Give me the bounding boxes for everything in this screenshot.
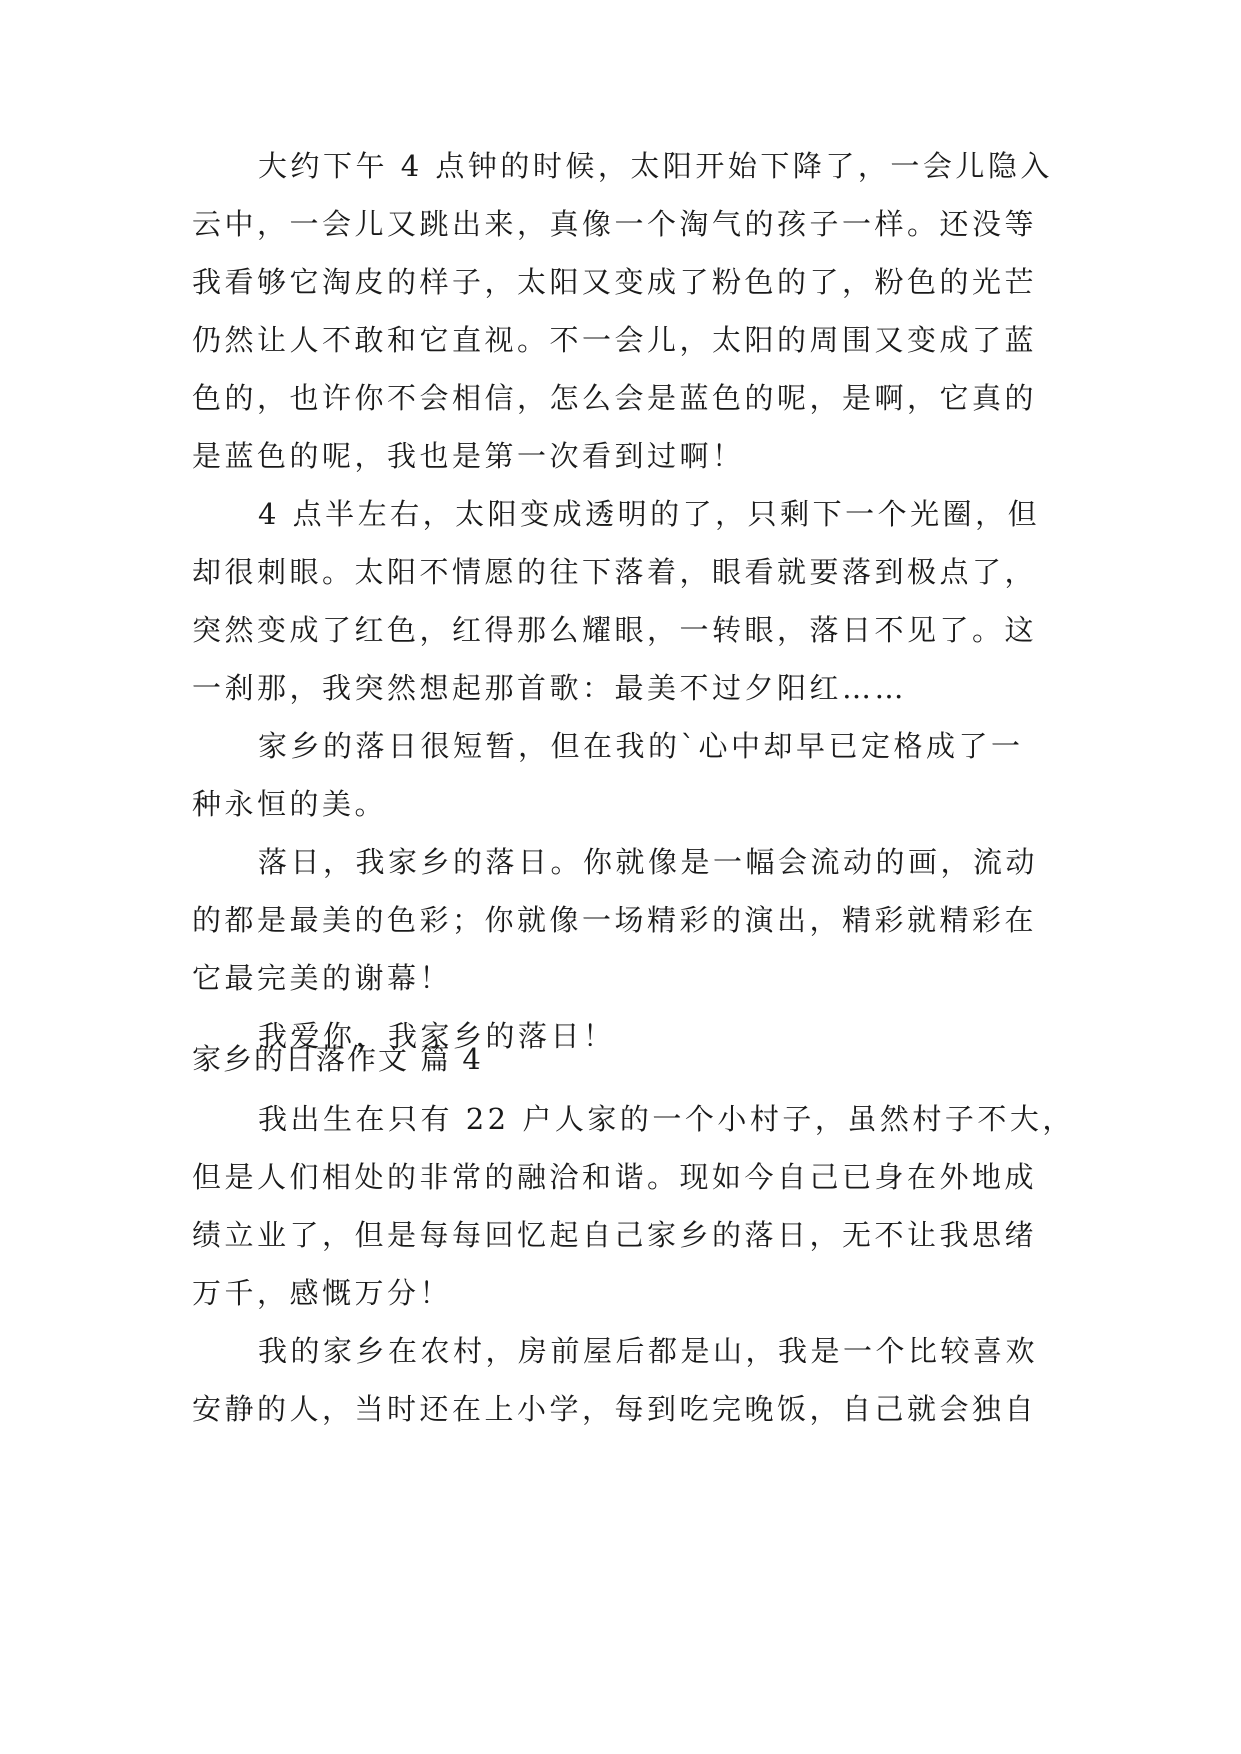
text-line: 它最完美的谢幕！ xyxy=(192,961,453,995)
text-line: 突然变成了红色，红得那么耀眼，一转眼，落日不见了。这 xyxy=(192,613,1038,647)
text-line: 我出生在只有 22 户人家的一个小村子，虽然村子不大， xyxy=(258,1102,1075,1136)
section-1-body xyxy=(192,137,1070,1065)
text-line: 我的家乡在农村，房前屋后都是山，我是一个比较喜欢 xyxy=(258,1334,1039,1368)
paragraph xyxy=(192,485,1070,717)
text-line: 万千，感慨万分！ xyxy=(192,1276,453,1310)
text-line: 我看够它淘皮的样子，太阳又变成了粉色的了，粉色的光芒 xyxy=(192,265,1038,299)
text-line: 却很刺眼。太阳不情愿的往下落着，眼看就要落到极点了， xyxy=(192,555,1038,589)
text-line: 落日，我家乡的落日。你就像是一幅会流动的画，流动 xyxy=(258,845,1039,879)
text-line: 但是人们相处的非常的融洽和谐。现如今自己已身在外地成 xyxy=(192,1160,1038,1194)
text-line: 色的，也许你不会相信，怎么会是蓝色的呢，是啊，它真的 xyxy=(192,381,1038,415)
text-line: 云中，一会儿又跳出来，真像一个淘气的孩子一样。还没等 xyxy=(192,207,1038,241)
paragraph xyxy=(192,1090,1075,1322)
text-line: 种永恒的美。 xyxy=(192,787,388,821)
text-line: 4 点半左右，太阳变成透明的了，只剩下一个光圈，但 xyxy=(258,497,1041,531)
text-line: 的都是最美的色彩；你就像一场精彩的演出，精彩就精彩在 xyxy=(192,903,1038,937)
section-heading: 家乡的日落作文 篇 4 xyxy=(192,1042,483,1076)
text-line: 一刹那，我突然想起那首歌：最美不过夕阳红…… xyxy=(192,671,908,705)
paragraph xyxy=(192,137,1070,485)
section-2-body xyxy=(192,1090,1075,1438)
text-line: 安静的人，当时还在上小学，每到吃完晚饭，自己就会独自 xyxy=(192,1392,1038,1426)
paragraph xyxy=(192,1322,1070,1438)
text-line: 家乡的落日很短暂，但在我的`心中却早已定格成了一 xyxy=(258,729,1024,763)
paragraph xyxy=(192,717,1070,833)
text-line: 我爱你，我家乡的落日！ xyxy=(258,1019,616,1053)
text-line: 大约下午 4 点钟的时候，太阳开始下降了，一会儿隐入 xyxy=(258,149,1053,183)
text-line: 是蓝色的呢，我也是第一次看到过啊！ xyxy=(192,439,745,473)
paragraph xyxy=(192,833,1070,1007)
text-line: 仍然让人不敢和它直视。不一会儿，太阳的周围又变成了蓝 xyxy=(192,323,1038,357)
text-line: 绩立业了，但是每每回忆起自己家乡的落日，无不让我思绪 xyxy=(192,1218,1038,1252)
